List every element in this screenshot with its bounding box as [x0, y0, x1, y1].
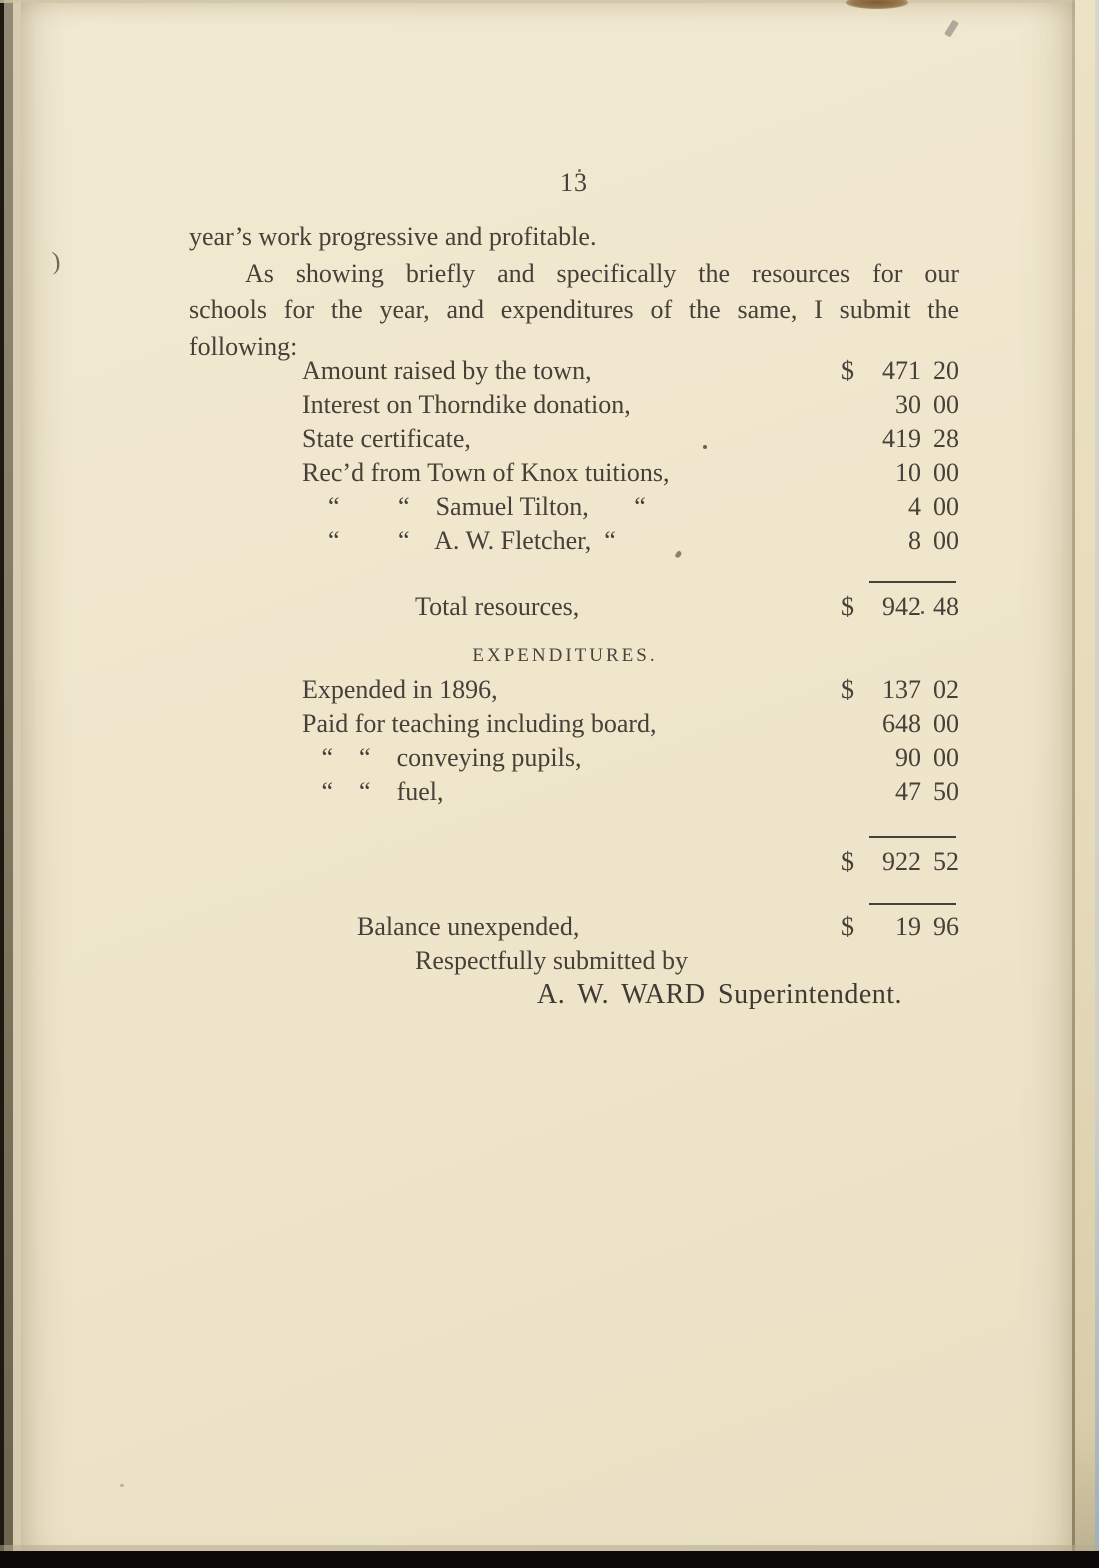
- table-row-ditto: [189, 775, 959, 809]
- table-row: [189, 673, 959, 707]
- amount-dollars: 137: [882, 675, 921, 704]
- dollar-sign: $: [841, 847, 854, 876]
- table-row-ditto: [189, 524, 959, 558]
- scan-left-page-edge: [4, 0, 13, 1568]
- signature-line: A. W. WARD Superintendent.: [537, 979, 903, 1010]
- amount-dollars: 19: [895, 912, 921, 941]
- dollar-sign: [841, 775, 867, 809]
- amount-dollars: 47: [895, 777, 921, 806]
- row-label: “ “ A. W. Fletcher, “: [302, 526, 616, 555]
- right-page-edge: [1075, 0, 1095, 1551]
- amount-dollars: 471: [882, 356, 921, 385]
- row-label: “ “ Samuel Tilton, “: [302, 492, 646, 521]
- dollar-sign: $: [841, 675, 854, 704]
- total-resources-row: [189, 590, 959, 624]
- amount-cents: 20: [933, 356, 959, 385]
- row-label: Paid for teaching including board,: [302, 709, 657, 738]
- dollar-sign: [841, 388, 867, 422]
- dollar-sign: [841, 490, 867, 524]
- amount-dollars: 30: [895, 390, 921, 419]
- amount-dollars: 942: [882, 592, 921, 621]
- amount-cents: 00: [933, 492, 959, 521]
- amount-cents: 96: [933, 912, 959, 941]
- amount-dollars: 4: [908, 492, 921, 521]
- amount-dollars: 10: [895, 458, 921, 487]
- page-number: 13: [560, 168, 588, 197]
- dollar-sign: $: [841, 592, 854, 621]
- paragraph-line: schools for the year, and expenditures of the same, I submit the: [189, 295, 959, 324]
- intro-paragraph: [189, 219, 959, 365]
- expenditures-heading: EXPENDITURES.: [472, 645, 658, 666]
- sum-rule: [869, 581, 956, 583]
- amount-cents: 48: [933, 592, 959, 621]
- dollar-sign: [841, 456, 867, 490]
- paragraph-line: As showing briefly and specifically the resources for our: [245, 258, 959, 288]
- amount-cents: 52: [933, 847, 959, 876]
- dollar-sign: [841, 707, 867, 741]
- amount-cents: 00: [933, 390, 959, 419]
- row-label: “ “ conveying pupils,: [302, 743, 582, 772]
- amount-cents: 00: [933, 709, 959, 738]
- row-label: “ “ fuel,: [302, 777, 444, 806]
- submitted-line: Respectfully submitted by: [415, 946, 688, 975]
- table-row: [189, 422, 959, 456]
- row-label: Total resources,: [415, 592, 580, 621]
- table-row-ditto: [189, 741, 959, 775]
- sum-rule: [869, 836, 956, 838]
- row-label: Expended in 1896,: [302, 675, 498, 704]
- amount-cents: 00: [933, 743, 959, 772]
- amount-dollars: 90: [895, 743, 921, 772]
- amount-dollars: 8: [908, 526, 921, 555]
- dollar-sign: [841, 422, 867, 456]
- page-content: [189, 0, 959, 1568]
- dollar-sign: [841, 741, 867, 775]
- paragraph-line: following:: [189, 331, 298, 361]
- right-outer-edge: [1095, 0, 1099, 1551]
- stray-paren-mark: ): [51, 247, 62, 276]
- dollar-sign: [841, 524, 867, 558]
- amount-cents: 28: [933, 424, 959, 453]
- dollar-sign: $: [841, 356, 854, 385]
- paper-speck: [120, 1484, 124, 1487]
- total-expenditures-row: [189, 845, 959, 879]
- expenditures-table: [189, 673, 959, 809]
- resources-table: [189, 354, 959, 558]
- sum-rule: [869, 903, 956, 905]
- amount-cents: 00: [933, 526, 959, 555]
- amount-dollars: 922: [882, 847, 921, 876]
- row-label: State certificate,: [302, 424, 471, 453]
- amount-dollars: 419: [882, 424, 921, 453]
- table-row: [189, 456, 959, 490]
- table-row: [189, 707, 959, 741]
- row-label: Rec’d from Town of Knox tuitions,: [302, 458, 670, 487]
- dollar-sign: $: [841, 912, 854, 941]
- table-row: [189, 354, 959, 388]
- row-label: Interest on Thorndike donation,: [302, 390, 631, 419]
- amount-cents: 50: [933, 777, 959, 806]
- scan-left-page-edge-light: [13, 0, 21, 1568]
- amount-dollars: 648: [882, 709, 921, 738]
- row-label: Balance unexpended,: [357, 912, 580, 941]
- table-row-ditto: [189, 490, 959, 524]
- balance-row: [189, 910, 959, 944]
- paragraph-line: year’s work progressive and profitable.: [189, 222, 597, 251]
- amount-cents: 02: [933, 675, 959, 704]
- amount-cents: 00: [933, 458, 959, 487]
- row-label: Amount raised by the town,: [302, 356, 592, 385]
- table-row: [189, 388, 959, 422]
